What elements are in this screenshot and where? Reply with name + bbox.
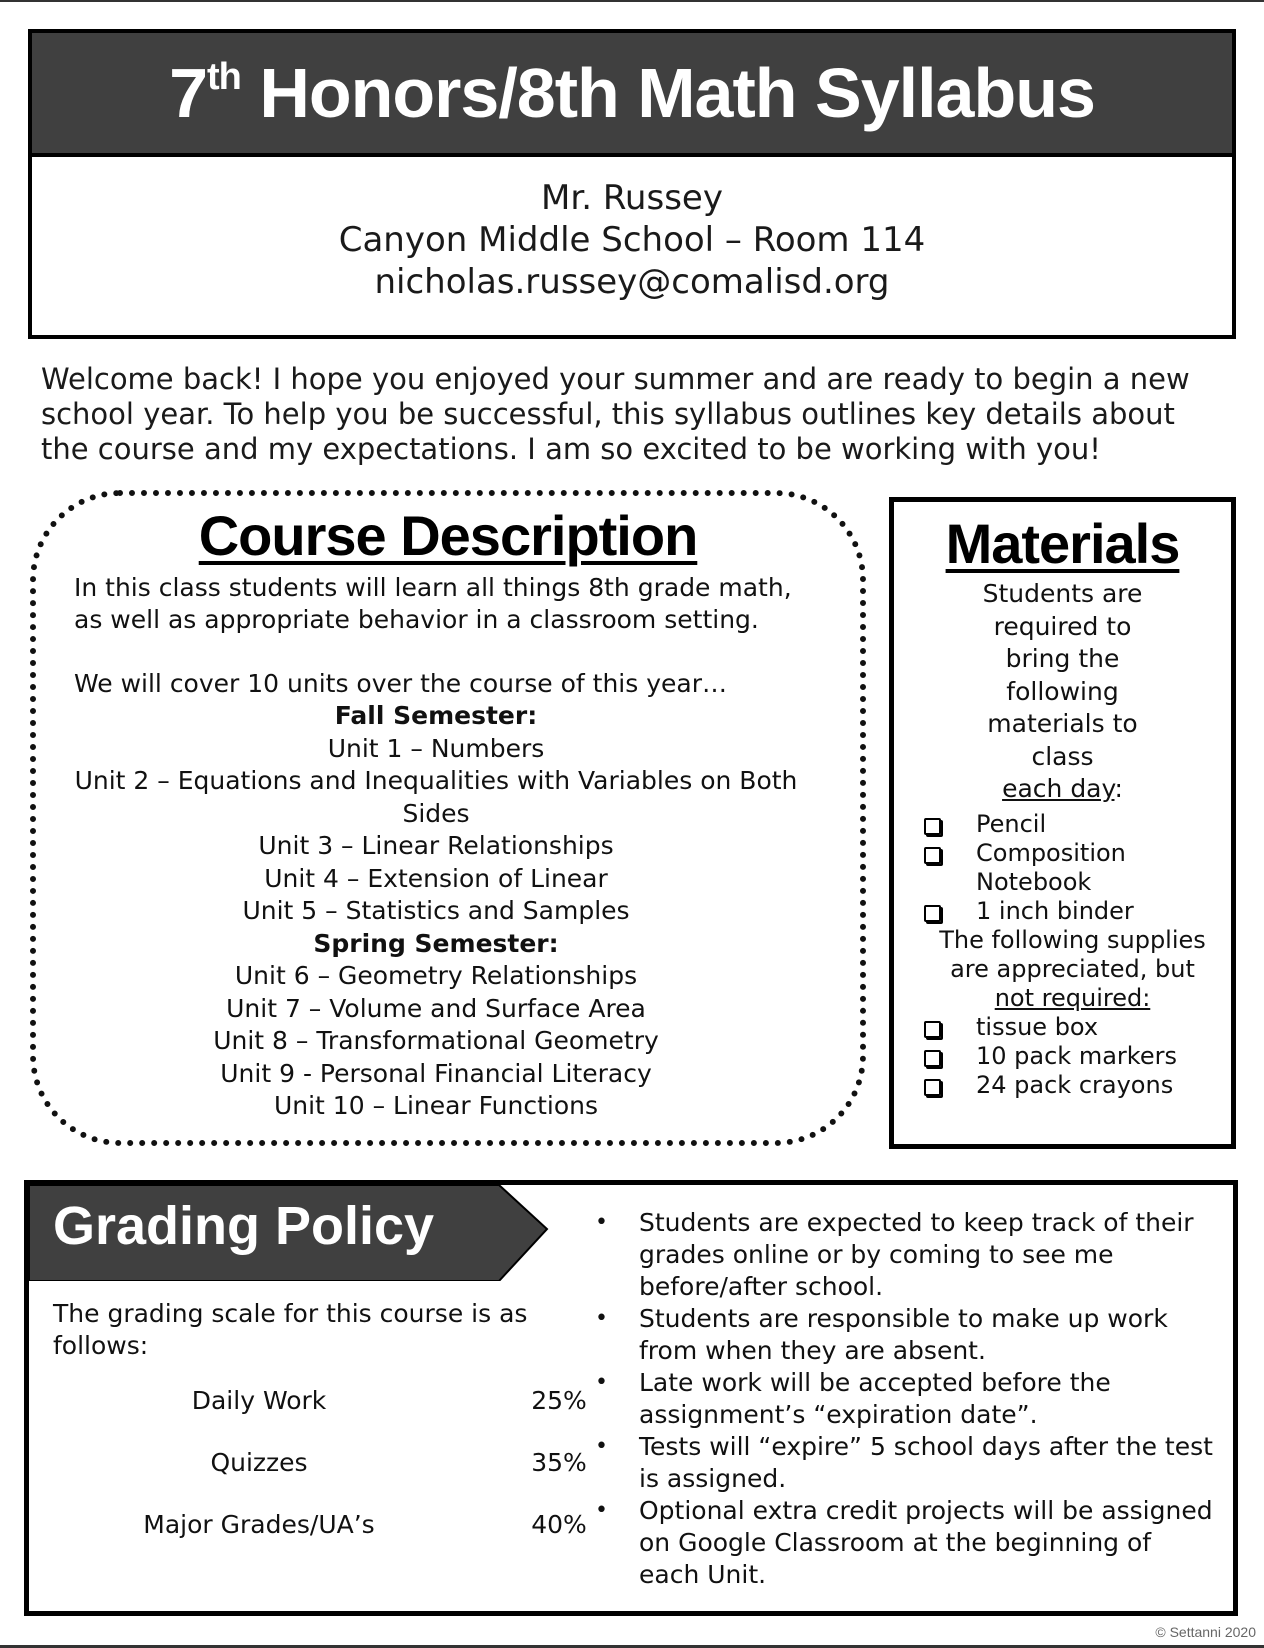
not-required-emphasis: not required: (994, 983, 1151, 1012)
material-label: Composition Notebook (976, 838, 1126, 896)
title-text: Honors/8th Math Syllabus (240, 54, 1095, 132)
grade-category: Quizzes (210, 1448, 308, 1477)
optional-materials-note (894, 926, 1231, 1013)
grade-percent: 25% (531, 1386, 587, 1415)
unit-item: Unit 1 – Numbers (327, 733, 545, 763)
grade-category: Daily Work (191, 1386, 327, 1415)
material-label: 1 inch binder (976, 896, 1134, 925)
grading-rules-list (577, 1207, 1217, 1591)
optional-note-text: The following supplies are appreciated, but (939, 925, 1206, 983)
rule-item: • Optional extra credit projects will be assigned on Google Classroom at the beginning of each Unit. (577, 1495, 1217, 1591)
teacher-name: Mr. Russey (541, 178, 723, 218)
rule-item: • Students are responsible to make up work from when they are absent. (577, 1303, 1217, 1367)
material-item (924, 897, 1231, 926)
grading-policy-heading: Grading Policy (53, 1196, 435, 1256)
title-grade: 7 (169, 54, 208, 132)
materials-intro (894, 578, 1231, 806)
material-item (924, 1071, 1231, 1100)
grading-scale-intro: The grading scale for this course is as follows: (53, 1299, 528, 1360)
material-item (924, 1042, 1231, 1071)
grading-policy-box (24, 1180, 1238, 1616)
grade-percent: 40% (531, 1510, 587, 1539)
each-day-emphasis: each day (1002, 774, 1115, 803)
materials-heading: Materials (945, 512, 1180, 575)
rule-item: • Tests will “expire” 5 school days after the test is assigned. (577, 1431, 1217, 1495)
title-superscript: th (207, 56, 241, 98)
rule-item: • Late work will be accepted before the assignment’s “expiration date”. (577, 1367, 1217, 1431)
teacher-info (32, 157, 1232, 303)
copyright-notice: © Settanni 2020 (1155, 1624, 1256, 1640)
course-paragraph: In this class students will learn all things 8th grade math, as well as appropriate behavior in a classroom setting. (74, 573, 792, 634)
rule-item: • Students are expected to keep track of their grades online or by coming to see me before/after school. (577, 1207, 1217, 1303)
material-label: Pencil (976, 809, 1047, 838)
fall-semester-label: Fall Semester: (334, 701, 538, 730)
unit-item: Unit 6 – Geometry Relationships (234, 961, 638, 990)
page-title (169, 53, 1095, 133)
optional-materials-list (894, 1013, 1231, 1100)
course-description-box (30, 490, 866, 1146)
unit-item: Unit 4 – Extension of Linear (264, 863, 608, 893)
unit-item: Unit 9 - Personal Financial Literacy (220, 1058, 652, 1088)
unit-item: Unit 8 – Transformational Geometry (213, 1026, 659, 1055)
grade-percent: 35% (531, 1448, 587, 1477)
unit-list (46, 700, 826, 1123)
materials-box (889, 497, 1236, 1149)
material-label: 10 pack markers (976, 1041, 1177, 1070)
material-item (924, 839, 1231, 897)
checkbox-icon (924, 905, 941, 922)
course-description-heading: Course Description (198, 504, 698, 567)
course-units-intro: We will cover 10 units over the course of this year… (74, 669, 727, 698)
unit-item: Unit 2 – Equations and Inequalities with Variables on Both Sides (74, 766, 798, 828)
materials-intro-text: Students are required to bring the following materials to class (982, 579, 1143, 771)
material-label: 24 pack crayons (976, 1070, 1174, 1099)
checkbox-icon (924, 1050, 941, 1067)
teacher-email[interactable]: nicholas.russey@comalisd.org (374, 262, 890, 302)
unit-item: Unit 7 – Volume and Surface Area (226, 993, 646, 1023)
unit-item: Unit 3 – Linear Relationships (258, 831, 614, 860)
grade-category: Major Grades/UA’s (143, 1510, 375, 1539)
welcome-paragraph: Welcome back! I hope you enjoyed your summer and are ready to begin a new school year. To help you be successful, this syllabus outlines key details about the course and my expectations. I am so excited to be working with you! (41, 362, 1190, 466)
materials-intro-emphasis (894, 773, 1231, 806)
school-room: Canyon Middle School – Room 114 (338, 220, 926, 260)
top-border-line (0, 0, 1264, 2)
spring-semester-label: Spring Semester: (313, 928, 559, 958)
checkbox-icon (924, 847, 941, 864)
checkbox-icon (924, 818, 941, 835)
intro-colon: : (1114, 774, 1123, 803)
material-item (924, 1013, 1231, 1042)
syllabus-header (28, 29, 1236, 339)
material-label: tissue box (976, 1012, 1099, 1041)
unit-item: Unit 10 – Linear Functions (273, 1091, 599, 1120)
grading-scale-table (79, 1385, 659, 1541)
grade-row (79, 1447, 659, 1479)
checkbox-icon (924, 1079, 941, 1096)
title-bar (32, 33, 1232, 157)
required-materials-list (894, 810, 1231, 926)
grade-row (79, 1509, 659, 1541)
material-item (924, 810, 1231, 839)
checkbox-icon (924, 1021, 941, 1038)
unit-item: Unit 5 – Statistics and Samples (242, 896, 630, 925)
grade-row (79, 1385, 659, 1417)
